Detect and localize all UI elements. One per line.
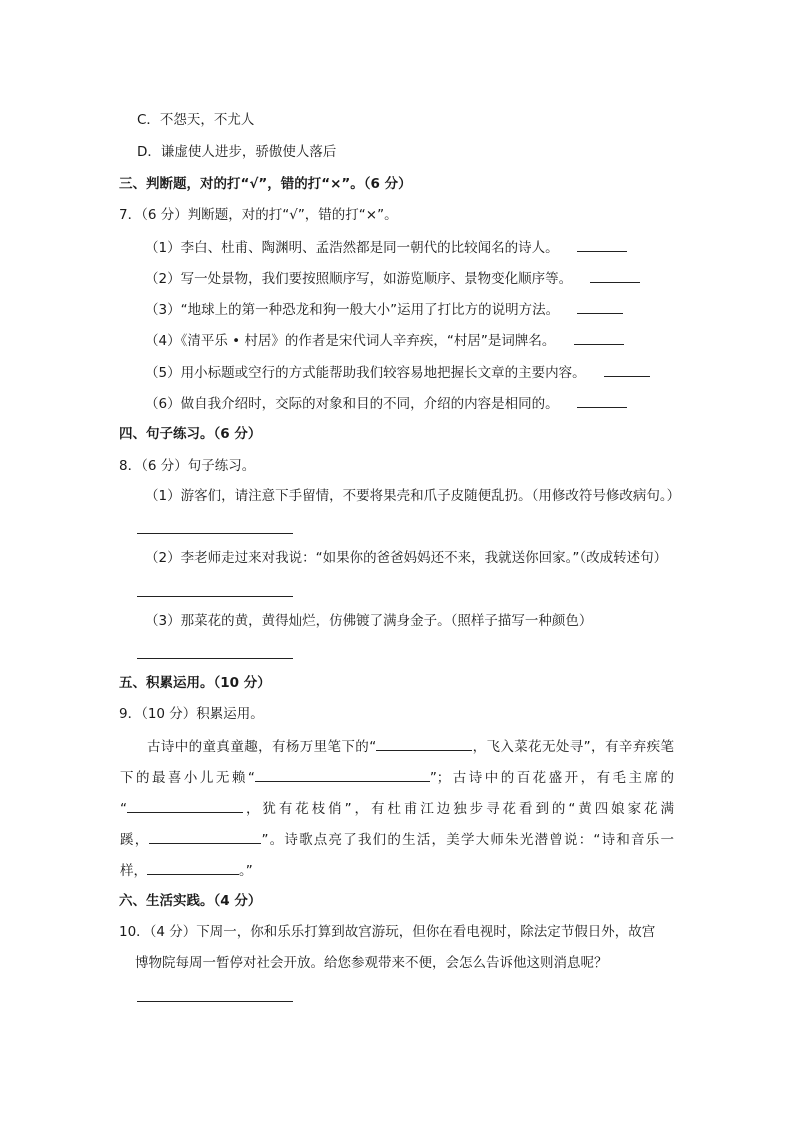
option-c: C．不怨天，不尤人 [137,112,255,128]
fill-text-1b: ，飞入菜花无处寻”，有辛弃疾笔 [472,739,674,755]
answer-line-8-2[interactable] [137,596,293,597]
question-8-stem: 8．（6 分）句子练习。 [119,458,256,474]
fill-text-1a: 古诗中的童真童趣，有杨万里笔下的“ [147,739,377,755]
fill-paragraph-line-3 [120,798,674,819]
answer-blank-7-2[interactable] [590,268,640,283]
section-4-heading: 四、句子练习。（6 分） [119,426,262,442]
judgement-item-1 [145,237,627,258]
judgement-item-3-text: （3）“地球上的第一种恐龙和狗一般大小”运用了打比方的说明方法。 [145,302,560,318]
sentence-item-3: （3）那菜花的黄，黄得灿烂，仿佛镀了满身金子。（照样子描写一种颜色） [145,613,593,629]
sentence-item-1: （1）游客们，请注意下手留情，不要将果壳和爪子皮随便乱扔。（用修改符号修改病句。） [145,488,681,504]
fill-paragraph-line-1 [147,736,674,757]
question-10-line-1: 10．（4 分）下周一，你和乐乐打算到故宫游玩，但你在看电视时，除法定节假日外，故宫 [119,924,656,940]
judgement-item-3 [145,299,623,320]
answer-line-8-3[interactable] [137,658,293,659]
fill-blank-9-1[interactable] [376,736,472,751]
answer-blank-7-5[interactable] [604,362,650,377]
fill-paragraph-line-4 [120,829,674,850]
judgement-item-4 [145,330,624,351]
fill-paragraph-line-2 [120,767,674,788]
fill-blank-9-4[interactable] [149,829,261,844]
section-3-heading: 三、判断题，对的打“√”，错的打“×”。（6 分） [119,176,412,192]
judgement-item-2 [145,268,640,289]
fill-text-5b: 。” [239,863,253,879]
fill-text-2b: ”；古诗中的百花盛开，有毛主席的 [429,770,674,786]
fill-paragraph-line-5 [120,860,253,881]
fill-text-4a: 蹊， [120,832,150,848]
fill-text-2a: 下的最喜小儿无赖“ [120,770,255,786]
fill-text-4b: ”。诗歌点亮了我们的生活，美学大师朱光潜曾说：“诗和音乐一 [261,832,674,848]
fill-blank-9-5[interactable] [147,860,239,875]
answer-blank-7-3[interactable] [577,299,623,314]
judgement-item-4-text: （4）《清平乐 • 村居》的作者是宋代词人辛弃疾，“村居”是词牌名。 [145,333,556,349]
fill-blank-9-3[interactable] [127,798,243,813]
fill-text-3b: ，犹有花枝俏”，有杜甫江边独步寻花看到的“黄四娘家花满 [243,801,674,817]
judgement-item-6-text: （6）做自我介绍时，交际的对象和目的不同，介绍的内容是相同的。 [145,396,559,412]
judgement-item-2-text: （2）写一处景物，我们要按照顺序写，如游览顺序、景物变化顺序等。 [145,271,573,287]
answer-line-10[interactable] [137,1001,293,1002]
question-7-stem: 7．（6 分）判断题，对的打“√”，错的打“×”。 [119,207,398,223]
answer-blank-7-6[interactable] [577,393,627,408]
question-9-stem: 9．（10 分）积累运用。 [119,706,264,722]
answer-blank-7-1[interactable] [577,237,627,252]
sentence-item-2: （2）李老师走过来对我说：“如果你的爸爸妈妈还不来，我就送你回家。”（改成转述句） [145,550,668,566]
section-6-heading: 六、生活实践。（4 分） [119,893,262,909]
judgement-item-5-text: （5）用小标题或空行的方式能帮助我们较容易地把握长文章的主要内容。 [145,365,586,381]
answer-line-8-1[interactable] [137,533,293,534]
fill-text-5a: 样， [120,863,147,879]
question-10-line-2: 博物院每周一暂停对社会开放。给您参观带来不便，会怎么告诉他这则消息呢？ [135,955,608,971]
option-d: D．谦虚使人进步，骄傲使人落后 [137,144,337,160]
fill-blank-9-2[interactable] [255,767,430,782]
judgement-item-6 [145,393,627,414]
answer-blank-7-4[interactable] [574,330,624,345]
judgement-item-1-text: （1）李白、杜甫、陶渊明、孟浩然都是同一朝代的比较闻名的诗人。 [145,240,559,256]
section-5-heading: 五、积累运用。（10 分） [119,675,271,691]
judgement-item-5 [145,362,650,383]
fill-text-3a: “ [120,801,127,817]
